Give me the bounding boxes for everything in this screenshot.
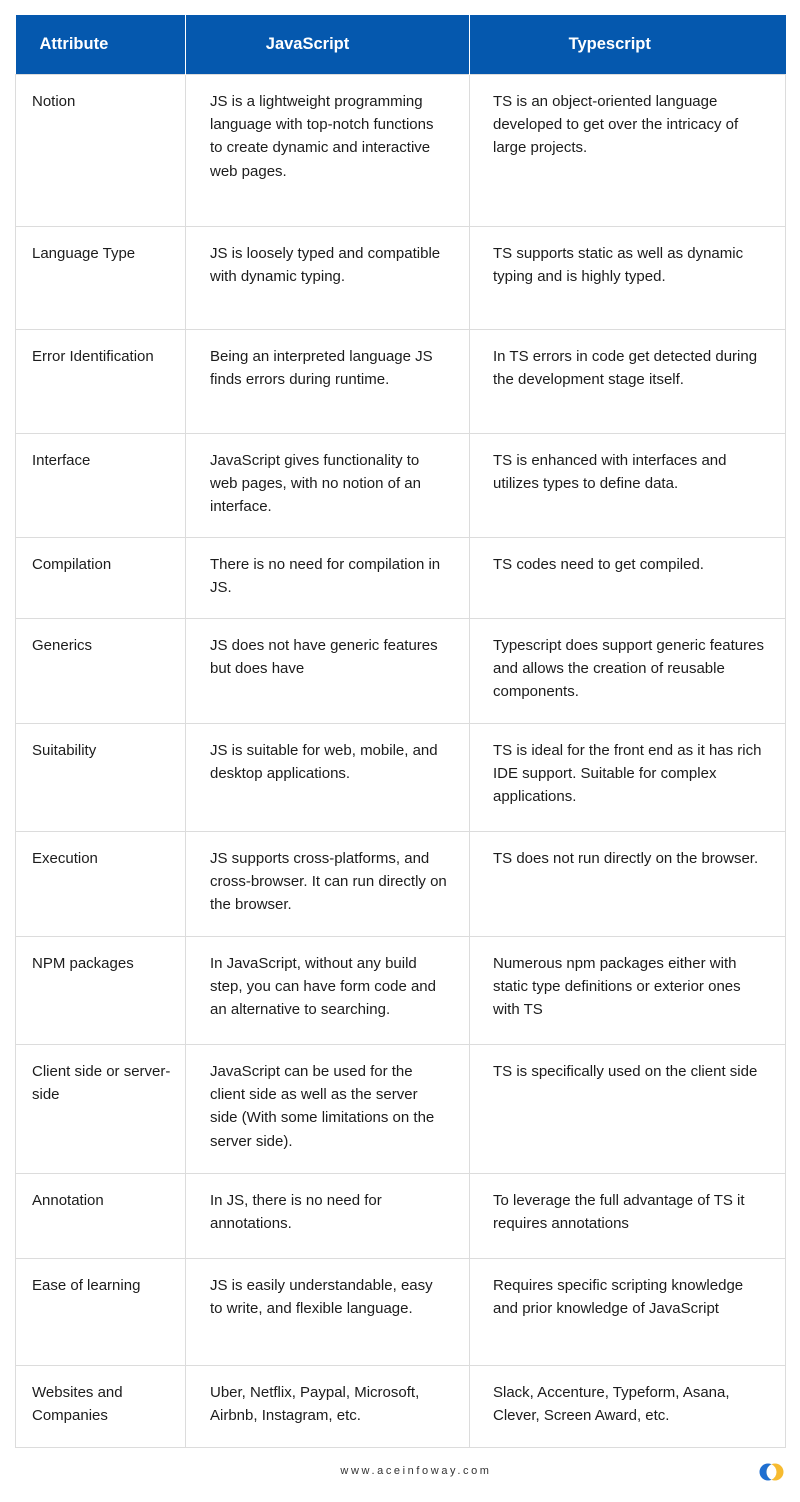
cell-typescript: Requires specific scripting knowledge and prior knowledge of JavaScript: [470, 1258, 786, 1365]
cell-attribute: Language Type: [16, 226, 186, 329]
cell-attribute: Ease of learning: [16, 1258, 186, 1365]
cell-typescript: To leverage the full advantage of TS it requires annotations: [470, 1173, 786, 1258]
header-row: [16, 15, 786, 74]
cell-javascript: JS does not have generic features but does have: [186, 618, 470, 723]
table-row: [16, 831, 786, 936]
cell-javascript: JavaScript gives functionality to web pages, with no notion of an interface.: [186, 433, 470, 537]
cell-typescript: Slack, Accenture, Typeform, Asana, Clever, Screen Award, etc.: [470, 1365, 786, 1447]
header-attribute: Attribute: [16, 15, 186, 74]
cell-attribute: Suitability: [16, 723, 186, 831]
table-row: [16, 74, 786, 226]
aceinfoway-logo-icon: [758, 1462, 786, 1482]
cell-javascript: JS supports cross-platforms, and cross-browser. It can run directly on the browser.: [186, 831, 470, 936]
cell-typescript: Typescript does support generic features and allows the creation of reusable components.: [470, 618, 786, 723]
table-row: [16, 936, 786, 1044]
cell-javascript: JS is suitable for web, mobile, and desktop applications.: [186, 723, 470, 831]
table-row: [16, 618, 786, 723]
cell-typescript: TS is ideal for the front end as it has rich IDE support. Suitable for complex applications.: [470, 723, 786, 831]
cell-typescript: TS does not run directly on the browser.: [470, 831, 786, 936]
cell-attribute: NPM packages: [16, 936, 186, 1044]
cell-javascript: In JavaScript, without any build step, you can have form code and an alternative to searching.: [186, 936, 470, 1044]
cell-javascript: Uber, Netflix, Paypal, Microsoft, Airbnb, Instagram, etc.: [186, 1365, 470, 1447]
cell-typescript: TS supports static as well as dynamic typing and is highly typed.: [470, 226, 786, 329]
cell-javascript: JS is loosely typed and compatible with dynamic typing.: [186, 226, 470, 329]
page-footer: [0, 1462, 800, 1482]
cell-typescript: TS is an object-oriented language developed to get over the intricacy of large projects.: [470, 74, 786, 226]
cell-attribute: Client side or server-side: [16, 1044, 186, 1173]
cell-javascript: Being an interpreted language JS finds errors during runtime.: [186, 329, 470, 433]
cell-typescript: In TS errors in code get detected during the development stage itself.: [470, 329, 786, 433]
cell-javascript: JS is a lightweight programming language with top-notch functions to create dynamic and interactive web pages.: [186, 74, 470, 226]
table-row: [16, 1173, 786, 1258]
table-row: [16, 537, 786, 618]
cell-attribute: Compilation: [16, 537, 186, 618]
table-row: [16, 1258, 786, 1365]
cell-attribute: Websites and Companies: [16, 1365, 186, 1447]
table-header: [16, 15, 786, 74]
cell-javascript: JS is easily understandable, easy to write, and flexible language.: [186, 1258, 470, 1365]
cell-typescript: TS is specifically used on the client side: [470, 1044, 786, 1173]
cell-attribute: Annotation: [16, 1173, 186, 1258]
cell-typescript: Numerous npm packages either with static type definitions or exterior ones with TS: [470, 936, 786, 1044]
table-body: [16, 74, 786, 1447]
cell-attribute: Notion: [16, 74, 186, 226]
table-row: [16, 329, 786, 433]
table-row: [16, 1044, 786, 1173]
cell-attribute: Generics: [16, 618, 186, 723]
header-javascript: JavaScript: [186, 15, 470, 74]
cell-javascript: In JS, there is no need for annotations.: [186, 1173, 470, 1258]
cell-typescript: TS codes need to get compiled.: [470, 537, 786, 618]
table-row: [16, 1365, 786, 1447]
comparison-table-container: [15, 15, 785, 1448]
cell-attribute: Error Identification: [16, 329, 186, 433]
table-row: [16, 433, 786, 537]
table-row: [16, 226, 786, 329]
header-typescript: Typescript: [470, 15, 786, 74]
cell-javascript: JavaScript can be used for the client side as well as the server side (With some limitations on the server side).: [186, 1044, 470, 1173]
cell-typescript: TS is enhanced with interfaces and utilizes types to define data.: [470, 433, 786, 537]
cell-attribute: Interface: [16, 433, 186, 537]
website-url: www.aceinfoway.com: [340, 1465, 492, 1477]
cell-attribute: Execution: [16, 831, 186, 936]
cell-javascript: There is no need for compilation in JS.: [186, 537, 470, 618]
table-row: [16, 723, 786, 831]
comparison-table: [15, 15, 786, 1448]
